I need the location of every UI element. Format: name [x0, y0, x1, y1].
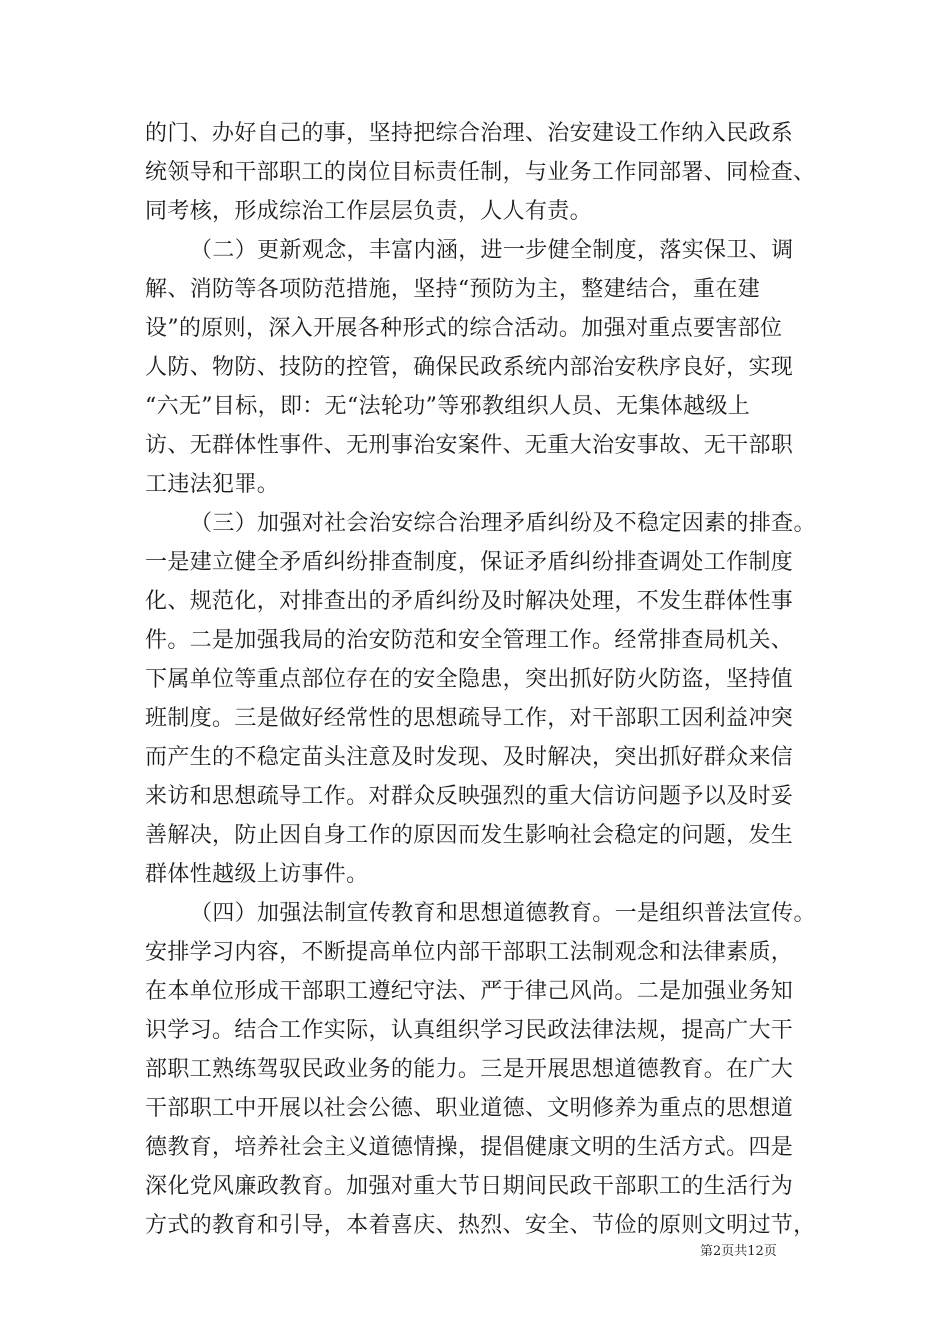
text-line: 识学习。结合工作实际，认真组织学习民政法律法规，提高广大干 — [145, 1018, 794, 1043]
text-line: 而产生的不稳定苗头注意及时发现、及时解决，突出抓好群众来信 — [145, 745, 794, 770]
paragraph-4-first-line: （四）加强法制宣传教育和思想道德教育。一是组织普法宣传。 — [190, 901, 816, 926]
text-line: 在本单位形成干部职工遵纪守法、严于律己风尚。二是加强业务知 — [145, 979, 794, 1004]
text-line: 设”的原则，深入开展各种形式的综合活动。加强对重点要害部位 — [145, 316, 783, 341]
page-number-footer: 第2页共12页 — [700, 1244, 777, 1259]
text-line: 化、规范化，对排查出的矛盾纠纷及时解决处理，不发生群体性事 — [145, 589, 794, 614]
text-line: 解、消防等各项防范措施，坚持“预防为主，整建结合，重在建 — [145, 277, 761, 302]
text-line: 群体性越级上访事件。 — [145, 862, 369, 887]
paragraph-3-first-line: （三）加强对社会治安综合治理矛盾纠纷及不稳定因素的排查。 — [190, 511, 816, 536]
text-line: 善解决，防止因自身工作的原因而发生影响社会稳定的问题，发生 — [145, 823, 794, 848]
text-line: 方式的教育和引导，本着喜庆、热烈、安全、节俭的原则文明过节， — [145, 1213, 816, 1238]
text-line: 部职工熟练驾驭民政业务的能力。三是开展思想道德教育。在广大 — [145, 1057, 794, 1082]
text-line: 的门、办好自己的事，坚持把综合治理、治安建设工作纳入民政系 — [145, 121, 794, 146]
text-line: 同考核，形成综治工作层层负责，人人有责。 — [145, 199, 593, 224]
text-line: 一是建立健全矛盾纠纷排查制度，保证矛盾纠纷排查调处工作制度 — [145, 550, 794, 575]
text-line: 班制度。三是做好经常性的思想疏导工作，对干部职工因利益冲突 — [145, 706, 794, 731]
text-line: 统领导和干部职工的岗位目标责任制，与业务工作同部署、同检查、 — [145, 160, 816, 185]
text-line: 来访和思想疏导工作。对群众反映强烈的重大信访问题予以及时妥 — [145, 784, 794, 809]
text-line: 工违法犯罪。 — [145, 472, 280, 497]
text-line: “六无”目标，即：无“法轮功”等邪教组织人员、无集体越级上 — [145, 394, 751, 419]
text-line: 深化党风廉政教育。加强对重大节日期间民政干部职工的生活行为 — [145, 1174, 794, 1199]
text-line: 件。二是加强我局的治安防范和安全管理工作。经常排查局机关、 — [145, 628, 794, 653]
text-line: 德教育，培养社会主义道德情操，提倡健康文明的生活方式。四是 — [145, 1135, 794, 1160]
text-line: 下属单位等重点部位存在的安全隐患，突出抓好防火防盗，坚持值 — [145, 667, 794, 692]
text-line: 访、无群体性事件、无刑事治安案件、无重大治安事故、无干部职 — [145, 433, 794, 458]
text-line: 人防、物防、技防的控管，确保民政系统内部治安秩序良好，实现 — [145, 355, 794, 380]
paragraph-2-first-line: （二）更新观念，丰富内涵，进一步健全制度，落实保卫、调 — [190, 238, 794, 263]
text-line: 安排学习内容，不断提高单位内部干部职工法制观念和法律素质， — [145, 940, 794, 965]
text-line: 干部职工中开展以社会公德、职业道德、文明修养为重点的思想道 — [145, 1096, 794, 1121]
